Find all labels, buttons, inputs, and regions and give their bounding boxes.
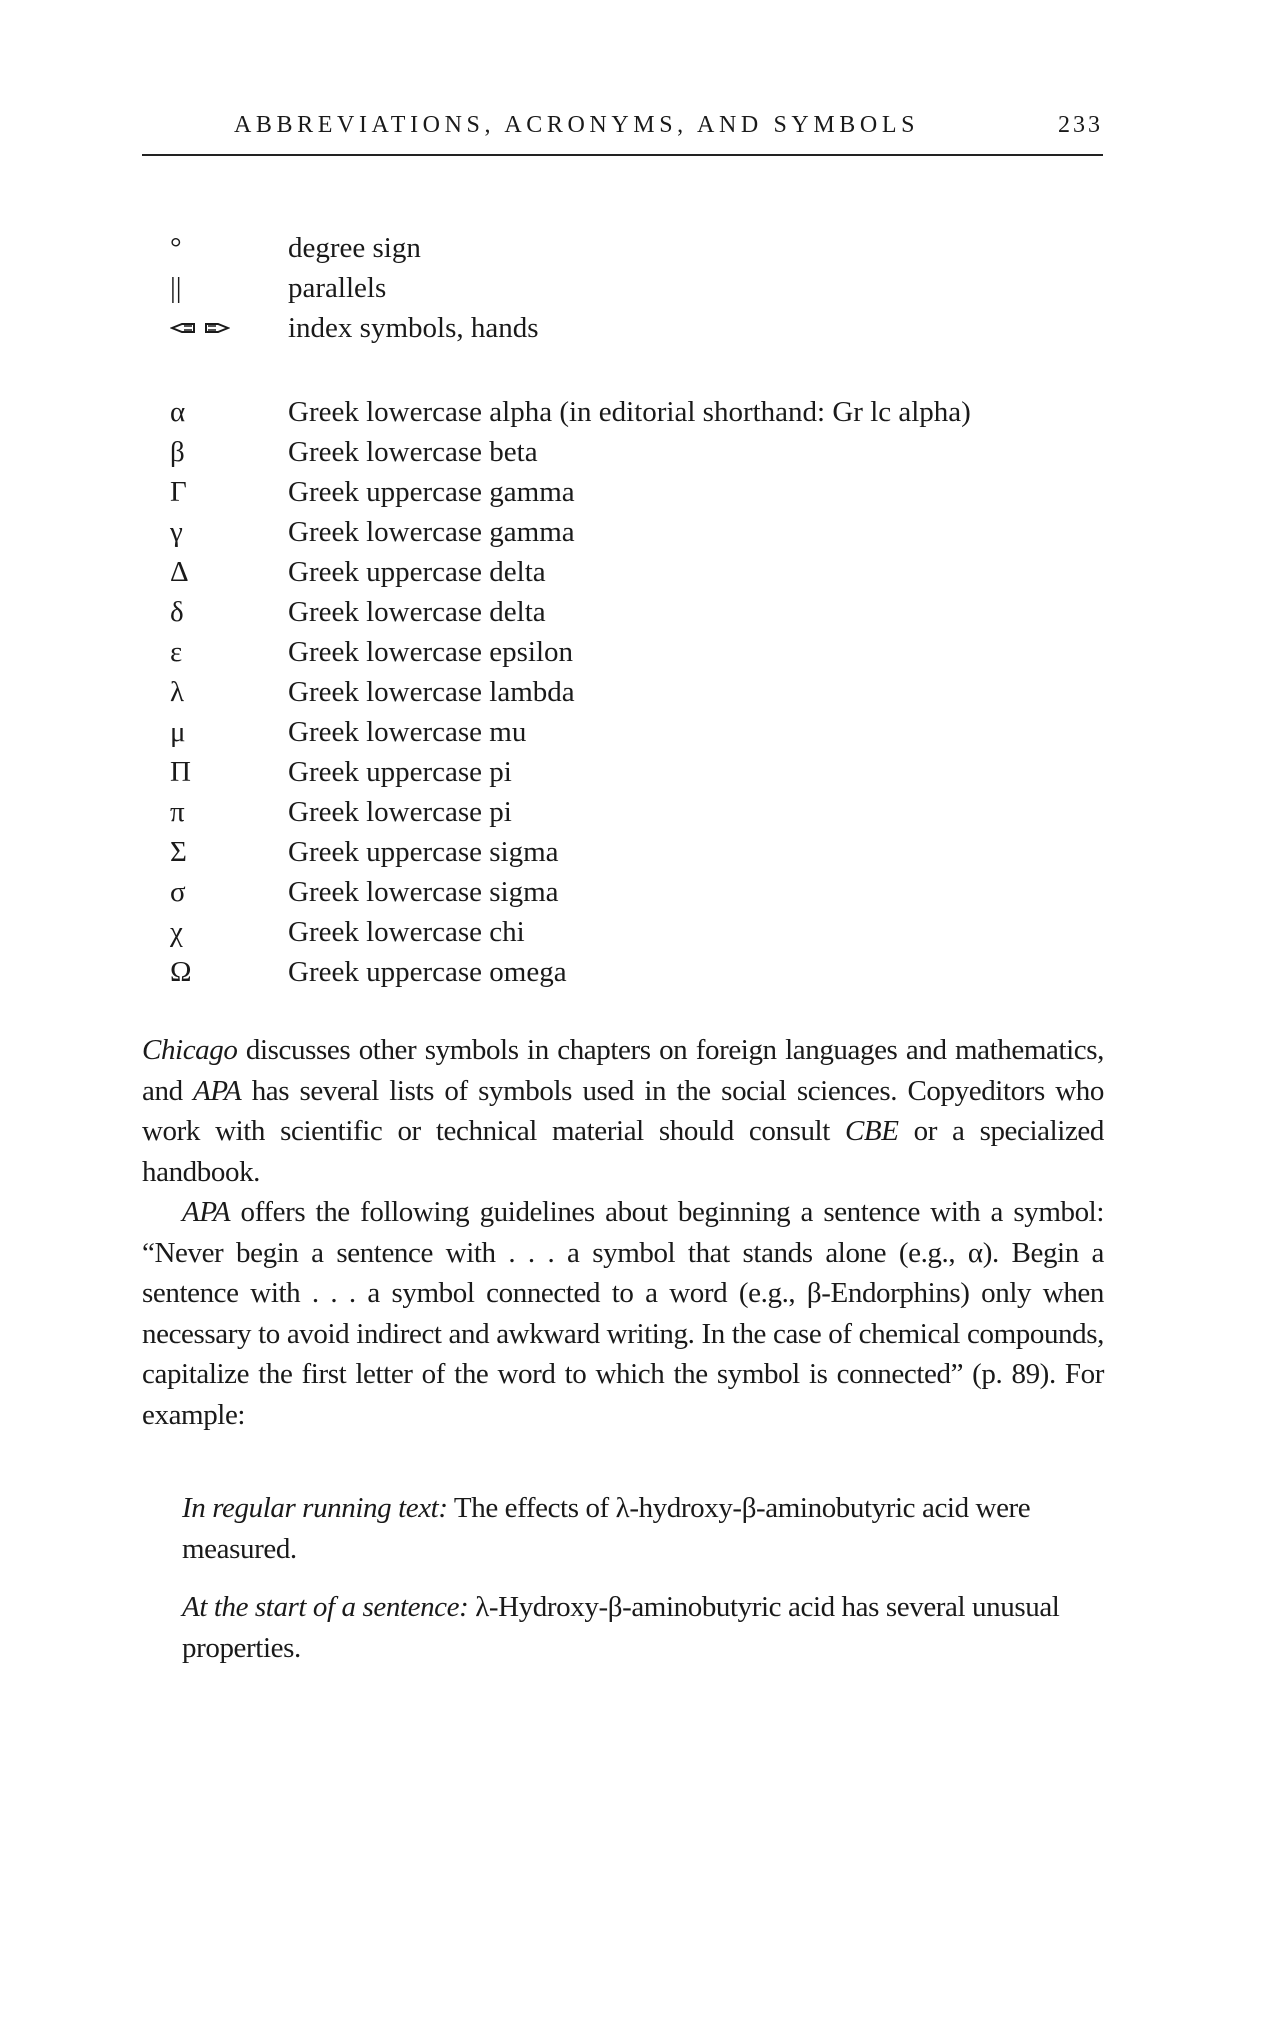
paragraph	[142, 1192, 1104, 1435]
symbol-description: Greek uppercase omega	[288, 956, 567, 988]
symbol-entry	[170, 308, 1120, 348]
symbol-entry	[170, 752, 1120, 792]
symbol-description: Greek lowercase sigma	[288, 876, 559, 908]
symbol-entry	[170, 472, 1120, 512]
symbol-description: Greek lowercase beta	[288, 436, 538, 468]
reference-title: APA	[182, 1196, 231, 1228]
paragraph-text: or a specialized handbook.	[142, 1115, 1104, 1188]
symbol-description: Greek lowercase pi	[288, 796, 512, 828]
example-label: At the start of a sentence:	[182, 1591, 469, 1623]
symbol-description: Greek lowercase chi	[288, 916, 525, 948]
symbol-entry	[170, 872, 1120, 912]
symbol-description: Greek uppercase pi	[288, 756, 512, 788]
symbol-entry	[170, 832, 1120, 872]
symbol-entry	[170, 392, 1120, 432]
symbol-glyph: ε	[170, 636, 183, 668]
symbol-entry	[170, 592, 1120, 632]
symbol-entry	[170, 432, 1120, 472]
symbol-description: Greek uppercase delta	[288, 556, 546, 588]
symbol-glyph: δ	[170, 596, 184, 628]
symbol-description: Greek lowercase mu	[288, 716, 527, 748]
running-head-title: ABBREVIATIONS, ACRONYMS, AND SYMBOLS	[234, 112, 920, 138]
symbol-entry	[170, 552, 1120, 592]
paragraph	[142, 1030, 1104, 1192]
running-head	[142, 110, 1103, 156]
symbol-glyph: Ω	[170, 956, 192, 988]
example	[182, 1587, 1062, 1668]
reference-title: CBE	[844, 1115, 899, 1147]
page-number: 233	[1058, 112, 1103, 138]
symbol-glyph: λ	[170, 676, 185, 708]
symbol-description: Greek lowercase delta	[288, 596, 546, 628]
symbol-description: Greek lowercase gamma	[288, 516, 575, 548]
example-text: The effects of λ-hydroxy-β-aminobutyric acid were measured.	[182, 1492, 1031, 1565]
symbol-glyph: σ	[170, 876, 186, 908]
symbol-glyph: γ	[170, 516, 183, 548]
reference-title: APA	[193, 1074, 242, 1107]
symbol-entry	[170, 912, 1120, 952]
symbol-entry	[170, 672, 1120, 712]
reference-title: Chicago	[142, 1034, 238, 1066]
example-text: λ-Hydroxy-β-aminobutyric acid has several unusual properties.	[182, 1591, 1060, 1664]
symbol-entry	[170, 792, 1120, 832]
symbol-list	[170, 228, 1120, 992]
symbol-entry	[170, 512, 1120, 552]
symbol-entry	[170, 712, 1120, 752]
symbol-description: Greek uppercase gamma	[288, 476, 575, 508]
symbol-description: parallels	[288, 272, 387, 304]
symbol-glyph: α	[170, 396, 186, 428]
symbol-description: degree sign	[288, 232, 421, 264]
symbol-glyph: Δ	[170, 556, 189, 588]
paragraph-text: has several lists of symbols used in the social sciences. Copyeditors who work with scientific or technical material should consult	[142, 1074, 1104, 1147]
symbol-glyph: π	[170, 796, 185, 828]
symbol-description: Greek lowercase lambda	[288, 676, 575, 708]
paragraph-text: discusses other symbols in chapters on foreign languages and mathematics, and	[142, 1034, 1104, 1107]
symbol-glyph: Σ	[170, 836, 187, 868]
symbol-description: Greek lowercase epsilon	[288, 636, 574, 668]
symbol-entry	[170, 268, 1120, 308]
index-hands-icon	[170, 308, 280, 348]
symbol-glyph: °	[170, 232, 182, 264]
example-label: In regular running text:	[182, 1492, 448, 1524]
symbol-entry	[170, 228, 1120, 268]
symbol-description: index symbols, hands	[288, 312, 539, 344]
example-block	[182, 1488, 1062, 1686]
example	[182, 1488, 1062, 1569]
paragraph-text: offers the following guidelines about beginning a sentence with a symbol: “Never begin a sentence with . . . a symbol that stands alone (e.g., α). Begin a sentence with . . . a symbol connected to a word (e.g., β-Endorphins) only when necessary to avoid indirect and awkward writing. In the case of chemical compounds, capitalize the first letter of the word to which the symbol is connected” (p. 89). For example:	[142, 1196, 1104, 1431]
symbol-entry	[170, 952, 1120, 992]
symbol-description: Greek lowercase alpha (in editorial shorthand: Gr lc alpha)	[288, 396, 971, 428]
symbol-glyph: β	[170, 436, 185, 468]
body-text	[142, 1030, 1104, 1435]
left-pointing-hand-icon	[170, 320, 196, 336]
symbol-entry	[170, 632, 1120, 672]
symbol-description: Greek uppercase sigma	[288, 836, 559, 868]
symbol-glyph: ||	[170, 272, 182, 304]
symbol-glyph: χ	[170, 916, 183, 948]
right-pointing-hand-icon	[204, 320, 230, 336]
symbol-glyph: Π	[170, 756, 191, 788]
symbol-glyph: Γ	[170, 476, 187, 508]
symbol-glyph: μ	[170, 716, 186, 748]
